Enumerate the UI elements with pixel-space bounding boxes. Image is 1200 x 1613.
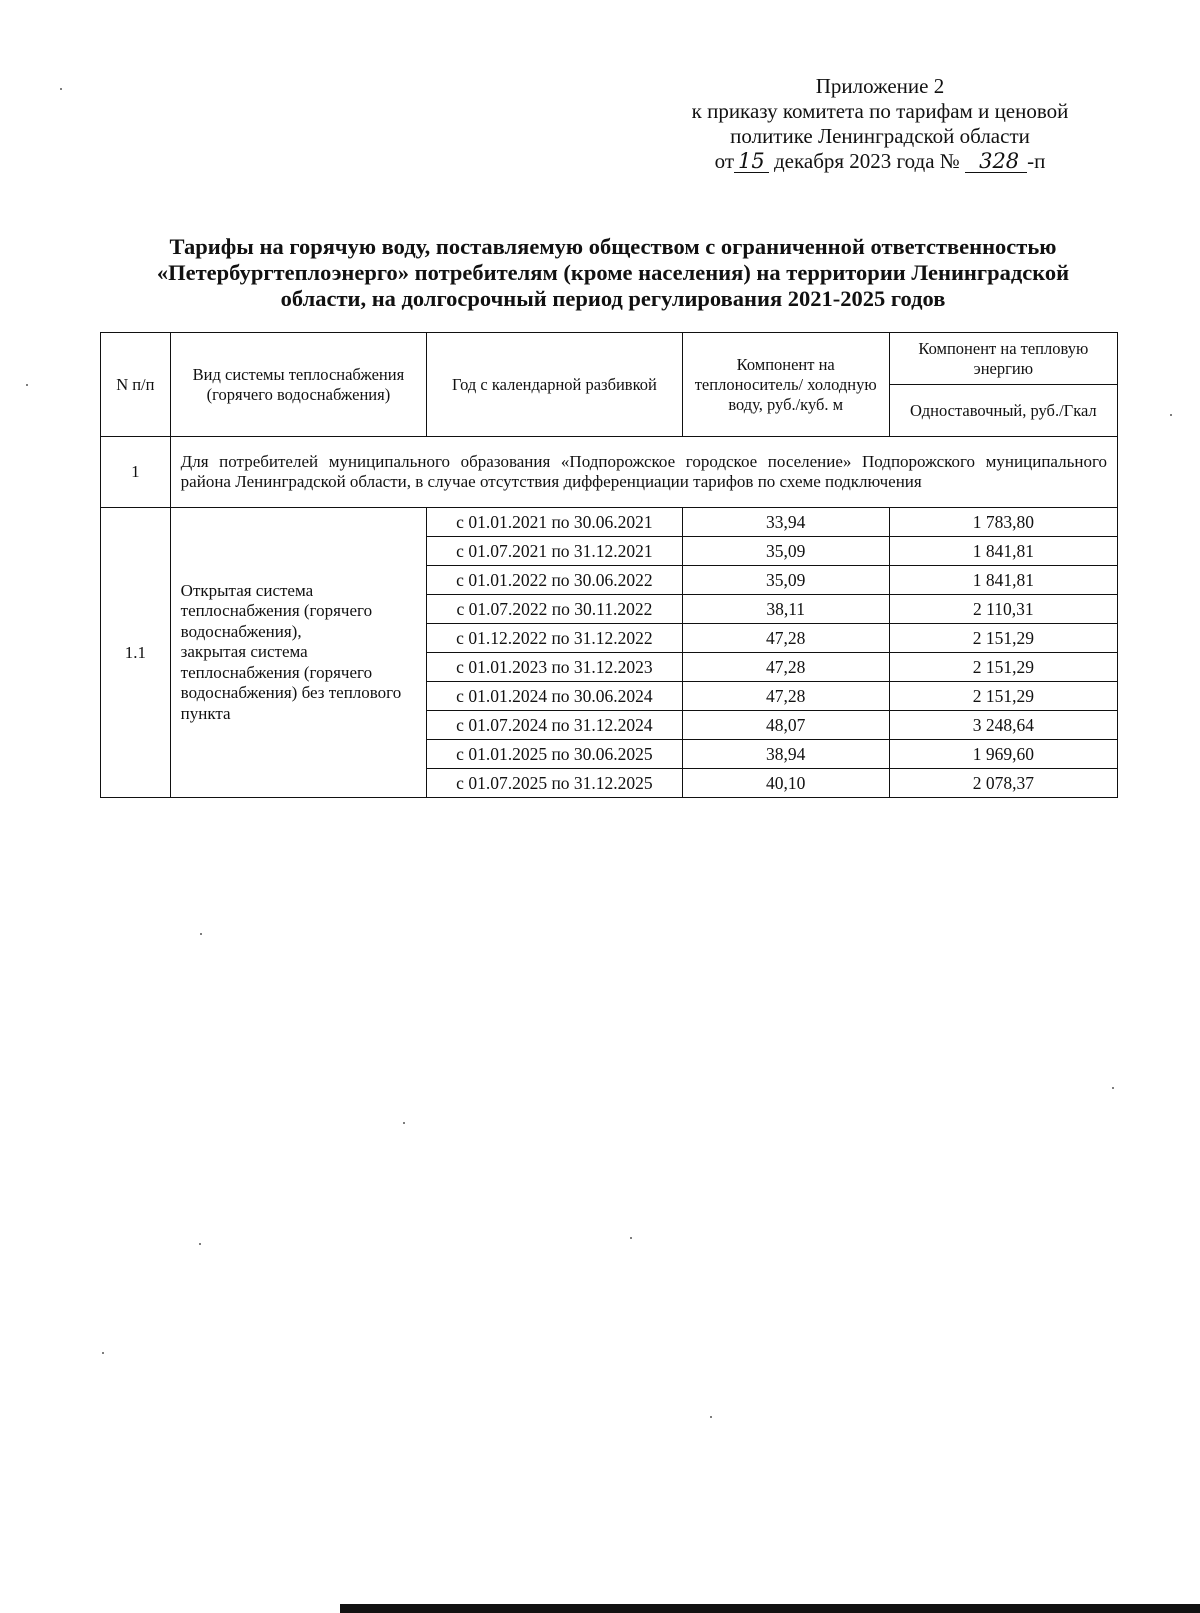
header-num: N п/п [101,333,171,437]
order-suffix: -п [1027,149,1046,173]
period-cell: с 01.01.2022 по 30.06.2022 [427,566,683,595]
header-heat: Компонент на тепловую энергию [889,333,1117,385]
period-cell: с 01.01.2025 по 30.06.2025 [427,740,683,769]
scan-speck [102,1352,104,1354]
appendix-committee: политике Ленинградской области [730,124,1030,148]
document-title: Тарифы на горячую воду, поставляемую обществом с ограниченной ответственностью «Петербургтеплоэнерго» потребителям (кроме населения) на территории Ленинградской области, на долгосрочный период регулирования 2021-2025 годов [156,234,1070,311]
date-day-handwritten: 15 [734,150,769,173]
period-cell: с 01.01.2023 по 31.12.2023 [427,653,683,682]
water-tariff-cell: 48,07 [682,711,889,740]
heat-tariff-cell: 1 969,60 [889,740,1117,769]
subgroup-system-type [170,508,427,798]
water-tariff-cell: 47,28 [682,624,889,653]
heat-tariff-cell: 2 110,31 [889,595,1117,624]
scan-speck [200,933,202,935]
scan-speck [199,1243,201,1245]
scan-speck [630,1237,632,1239]
heat-tariff-cell: 2 151,29 [889,653,1117,682]
subgroup-num: 1.1 [101,508,171,798]
period-cell: с 01.07.2021 по 31.12.2021 [427,537,683,566]
water-tariff-cell: 35,09 [682,566,889,595]
group-row [101,437,1118,508]
scan-speck [1112,1087,1114,1089]
heat-tariff-cell: 2 151,29 [889,624,1117,653]
water-tariff-cell: 38,11 [682,595,889,624]
scan-speck [26,384,28,386]
water-tariff-cell: 38,94 [682,740,889,769]
period-cell: с 01.07.2022 по 30.11.2022 [427,595,683,624]
scan-speck [403,1122,405,1124]
period-cell: с 01.07.2025 по 31.12.2025 [427,769,683,798]
tariff-table-body [101,437,1118,798]
water-tariff-cell: 47,28 [682,682,889,711]
header-period: Год с календарной разбивкой [427,333,683,437]
water-tariff-cell: 33,94 [682,508,889,537]
appendix-title: Приложение 2 [815,74,945,98]
scan-speck [1170,414,1172,416]
order-number-handwritten: 328 [965,150,1027,173]
header-type: Вид системы теплоснабжения (горячего водоснабжения) [170,333,427,437]
header-heat-sub: Одноставочный, руб./Гкал [889,385,1117,437]
period-cell: с 01.07.2024 по 31.12.2024 [427,711,683,740]
appendix-order-ref: к приказу комитета по тарифам и ценовой [691,99,1069,123]
group-num: 1 [101,437,171,508]
system-type-line: Открытая система теплоснабжения (горячего водоснабжения), [180,580,373,641]
scan-speck [710,1416,712,1418]
appendix-header [640,74,1120,174]
heat-tariff-cell: 1 841,81 [889,566,1117,595]
system-type-line: закрытая система теплоснабжения (горячего водоснабжения) без теплового пункта [180,642,402,723]
heat-tariff-cell: 1 783,80 [889,508,1117,537]
water-tariff-cell: 35,09 [682,537,889,566]
water-tariff-cell: 47,28 [682,653,889,682]
period-cell: с 01.01.2024 по 30.06.2024 [427,682,683,711]
water-tariff-cell: 40,10 [682,769,889,798]
scan-speck [60,88,62,90]
period-cell: с 01.12.2022 по 31.12.2022 [427,624,683,653]
appendix-date-line [640,149,1120,174]
scan-edge-line [340,1604,1200,1613]
group-description: Для потребителей муниципального образования «Подпорожское городское поселение» Подпорожского муниципального района Ленинградской области, в случае отсутствия дифференциации тарифов по схеме подключения [170,437,1117,508]
table-row [101,508,1118,537]
heat-tariff-cell: 2 078,37 [889,769,1117,798]
period-cell: с 01.01.2021 по 30.06.2021 [427,508,683,537]
tariff-table [100,332,1118,798]
heat-tariff-cell: 3 248,64 [889,711,1117,740]
heat-tariff-cell: 1 841,81 [889,537,1117,566]
heat-tariff-cell: 2 151,29 [889,682,1117,711]
date-rest: декабря 2023 года № [773,149,960,173]
date-prefix: от [714,149,734,173]
header-water: Компонент на теплоноситель/ холодную воду, руб./куб. м [682,333,889,437]
